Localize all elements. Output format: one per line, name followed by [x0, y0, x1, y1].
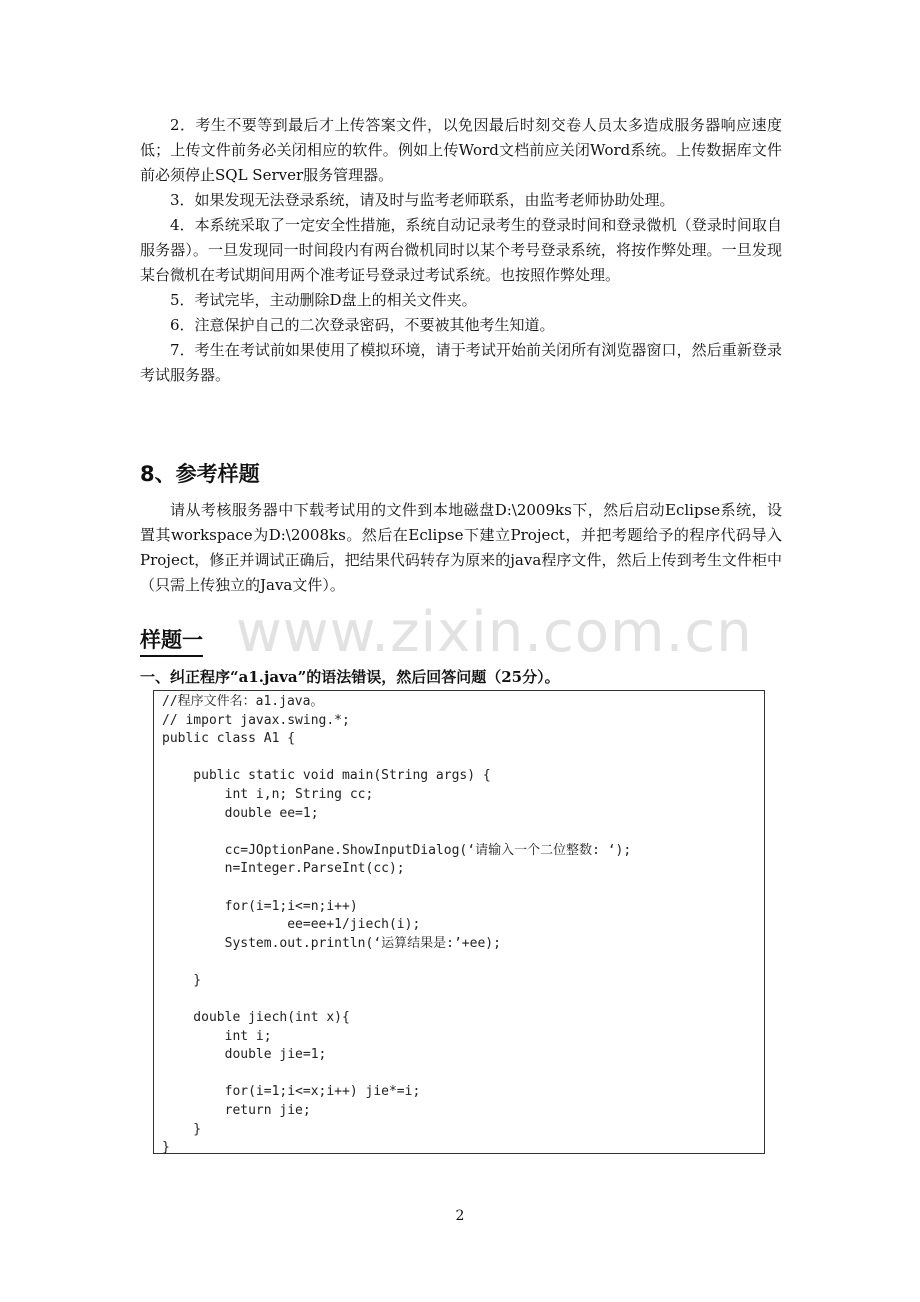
code-line: for(i=1;i<=x;i++) jie*=i;	[162, 1084, 421, 1100]
section-intro: 请从考核服务器中下载考试用的文件到本地磁盘D:\2009ks下，然后启动Eclipse系统，设置其workspace为D:\2008ks。然后在Eclipse下建立Project，并把考题给予的程序代码导入Project，修正并调试正确后，把结果代码转存为原来的java程序文件，然后上传到考生文件柜中（只需上传独立的Java文件）。	[140, 501, 782, 594]
code-line: int i,n; String cc;	[162, 786, 374, 802]
note-item-5: 5．考试完毕，主动删除D盘上的相关文件夹。	[170, 291, 477, 309]
question-title: 一、纠正程序“a1.java”的语法错误，然后回答问题（25分）。	[140, 668, 560, 686]
code-line: System.out.println(‘运算结果是:’+ee);	[162, 935, 501, 951]
sample-heading: 样题一	[140, 624, 203, 657]
code-line: // import javax.swing.*;	[162, 712, 350, 728]
code-line: }	[162, 1121, 202, 1137]
code-line	[162, 879, 764, 898]
section-heading: 8、参考样题	[140, 462, 260, 486]
watermark: www.zixin.com.cn	[236, 600, 753, 665]
note-item-7: 7．考生在考试前如果使用了模拟环境，请于考试开始前关闭所有浏览器窗口，然后重新登录考试服务器。	[140, 341, 782, 384]
code-line: int i;	[162, 1028, 272, 1044]
code-line: return jie;	[162, 1103, 311, 1119]
code-line: }	[162, 972, 202, 988]
note-item-4: 4．本系统采取了一定安全性措施，系统自动记录考生的登录时间和登录微机（登录时间取自服务器）。一旦发现同一时间段内有两台微机同时以某个考号登录系统，将按作弊处理。一旦发现某台微机在考试期间用两个准考证号登录过考试系统。也按照作弊处理。	[140, 216, 782, 284]
code-line	[162, 823, 764, 842]
code-line: for(i=1;i<=n;i++)	[162, 898, 358, 914]
code-line	[162, 953, 764, 972]
code-line: public class A1 {	[162, 731, 296, 747]
page-number: 2	[455, 1208, 465, 1224]
code-line: double ee=1;	[162, 805, 319, 821]
note-item-2: 2．考生不要等到最后才上传答案文件，以免因最后时刻交卷人员太多造成服务器响应速度低；上传文件前务必关闭相应的软件。例如上传Word文档前应关闭Word系统。上传数据库文件前必须停止SQL Server服务管理器。	[140, 116, 782, 184]
code-line	[162, 749, 764, 768]
code-line: //程序文件名：a1.java。	[162, 694, 324, 709]
code-listing-box	[153, 690, 765, 1154]
code-line: n=Integer.ParseInt(cc);	[162, 861, 405, 877]
code-line: ee=ee+1/jiech(i);	[162, 917, 421, 933]
code-line	[162, 1065, 764, 1084]
code-line: double jiech(int x){	[162, 1010, 350, 1026]
code-line	[162, 991, 764, 1010]
code-line: cc=JOptionPane.ShowInputDialog(‘请输入一个二位整数: ‘);	[162, 842, 632, 858]
code-line: public static void main(String args) {	[162, 768, 491, 784]
note-item-3: 3．如果发现无法登录系统，请及时与监考老师联系，由监考老师协助处理。	[170, 191, 675, 209]
note-item-6: 6．注意保护自己的二次登录密码，不要被其他考生知道。	[170, 316, 555, 334]
code-line: }	[162, 1140, 170, 1154]
code-line: double jie=1;	[162, 1047, 327, 1063]
